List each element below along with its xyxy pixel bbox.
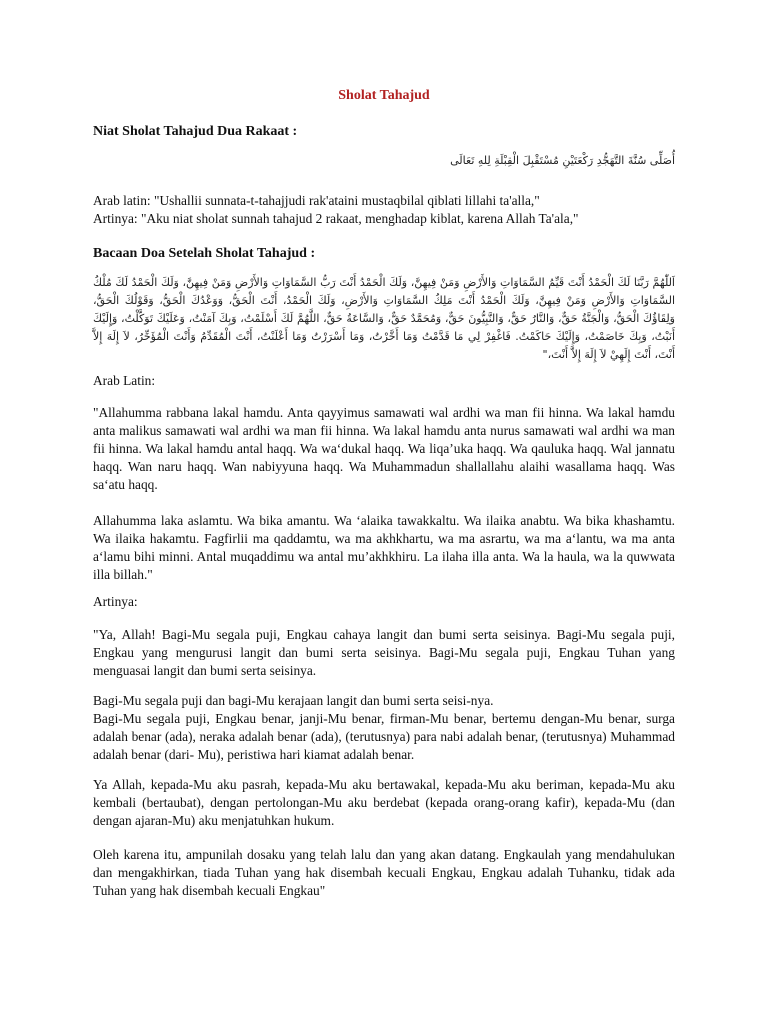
- doa-heading: Bacaan Doa Setelah Sholat Tahajud :: [93, 246, 316, 261]
- page-title: Sholat Tahajud: [338, 88, 430, 103]
- arti-paragraph-2b: Bagi-Mu segala puji, Engkau benar, janji-Mu benar, firman-Mu benar, bertemu dengan-Mu benar, surga adalah benar (ada), neraka adalah benar (ada), (terutusnya) para nabi adalah benar, (terutusnya) Muhammad adalah benar (dari- Mu), peristiwa hari kiamat adalah benar.: [93, 711, 675, 762]
- artinya-label: Artinya:: [93, 594, 138, 609]
- latin-paragraph-2: Allahumma laka aslamtu. Wa bika amantu. Wa ‘alaika tawakkaltu. Wa ilaika anabtu. Wa bika khashamtu. Wa ilaika hakamtu. Fagfirlii ma qaddamtu, wa ma akhkhartu, wa ma asrartu, wa ma a‘lantu, wa ma anta a‘lamu bihi minni. Antal muqaddimu wa antal mu’akhkhiru. La ilaha illa anta. Wa la haula, wa la quwwata illa billah.": [93, 513, 675, 582]
- arti-paragraph-1: "Ya, Allah! Bagi-Mu segala puji, Engkau cahaya langit dan bumi serta seisinya. Bagi-Mu segala puji, Engkau yang mengurusi langit dan bumi serta seisinya. Bagi-Mu segala puji, Engkau Tuhan yang menguasai langit dan bumi serta seisinya.: [93, 627, 675, 678]
- arti-paragraph-3: Ya Allah, kepada-Mu aku pasrah, kepada-Mu aku bertawakal, kepada-Mu aku beriman, kepada-Mu aku kembali (bertaubat), dengan pertolongan-Mu aku berdebat (kepada orang-orang kafir), kepada-Mu (dan dengan ajaran-Mu) aku menjatuhkan hukum.: [93, 777, 675, 828]
- niat-artinya: Artinya: "Aku niat sholat sunnah tahajud 2 rakaat, menghadap kiblat, karena Allah Ta'ala,": [93, 211, 579, 226]
- arab-latin-label: Arab Latin:: [93, 373, 156, 388]
- arti-paragraph-2a: Bagi-Mu segala puji dan bagi-Mu kerajaan langit dan bumi serta seisi-nya.: [93, 693, 494, 708]
- niat-arabic-text: أُصَلِّى سُنَّةَ التَّهَجُّدِ رَكْعَتَيْنِ مُسْتَقْبِلَ الْقِبْلَةِ لِلهِ تَعَالَى: [450, 154, 675, 167]
- latin-paragraph-1: "Allahumma rabbana lakal hamdu. Anta qayyimus samawati wal ardhi wa man fii hinna. Wa lakal hamdu anta malikus samawati wal ardhi wa man fii hinna. Wa lakal hamdu anta nurus samawati wal ardhi wa man fii hinna. Wa lakal hamdu antal haqq. Wa wa‘dukal haqq. Wa liqa’uka haqq. Wa qauluka haqq. Wal jannatu haqq. Wan naru haqq. Wan nabiyyuna haqq. Wa Muhammadun shallallahu alaihi wasallama haqq. Was sa‘atu haqq.: [93, 405, 675, 492]
- doa-arabic-text: اَللّٰهُمَّ رَبَّنَا لَكَ الْحَمْدُ أَنْتَ قَيِّمُ السَّمَاوَاتِ وَالأَرْضِ وَمَنْ فِيهِنَّ، وَلَكَ الْحَمْدُ أَنْتَ رَبُّ السَّمَاوَاتِ وَالأَرْضِ وَمَنْ فِيهِنَّ، وَلَكَ الْحَمْدُ لَكَ مُلْكُ السَّمَاوَاتِ وَالأَرْضِ وَمَنْ فِيهِنَّ، وَلَكَ الْحَمْدُ أَنْتَ مَلِكُ السَّمَاوَاتِ وَالأَرْضِ، وَلَكَ الْحَمْدُ، أَنْتَ الْحَقُّ، وَوَعْدُكَ الْحَقُّ، وَقَوْلُكَ الْحَقُّ، وَلِقَاؤُكَ الْحَقُّ، وَالْجَنَّةُ حَقٌّ، وَالنَّارُ حَقٌّ، وَالنَّبِيُّونَ حَقٌّ، وَمُحَمَّدٌ حَقٌّ، وَالسَّاعَةُ حَقٌّ، اللَّهُمَّ لَكَ أَسْلَمْتُ، وَبِكَ آمَنْتُ، وَعَلَيْكَ تَوَكَّلْتُ، وَإِلَيْكَ أَنَبْتُ، وَبِكَ خَاصَمْتُ، وَإِلَيْكَ حَاكَمْتُ. فَاغْفِرْ لِي مَا قَدَّمْتُ وَمَا أَخَّرْتُ، وَمَا أَسْرَرْتُ وَمَا أَعْلَنْتُ، أَنْتَ الْمُقَدِّمُ وَأَنْتَ الْمُؤَخِّرُ، لاَ إِلَهَ إِلاَّ أَنْتَ، أَنْتَ إِلَهِيْ لاَ إِلَهَ إِلاَّ أَنْتَ،": [93, 276, 675, 361]
- niat-heading: Niat Sholat Tahajud Dua Rakaat :: [93, 124, 298, 139]
- arti-paragraph-4: Oleh karena itu, ampunilah dosaku yang telah lalu dan yang akan datang. Engkaulah yang mendahulukan dan mengakhirkan, tiada Tuhan yang hak disembah kecuali Engkau, Engkau adalah Tuhanku, tidak ada Tuhan yang hak disembah kecuali Engkau": [93, 847, 675, 898]
- niat-latin: Arab latin: "Ushallii sunnata-t-tahajjudi rak'ataini mustaqbilal qiblati lillahi ta'alla,": [93, 193, 540, 208]
